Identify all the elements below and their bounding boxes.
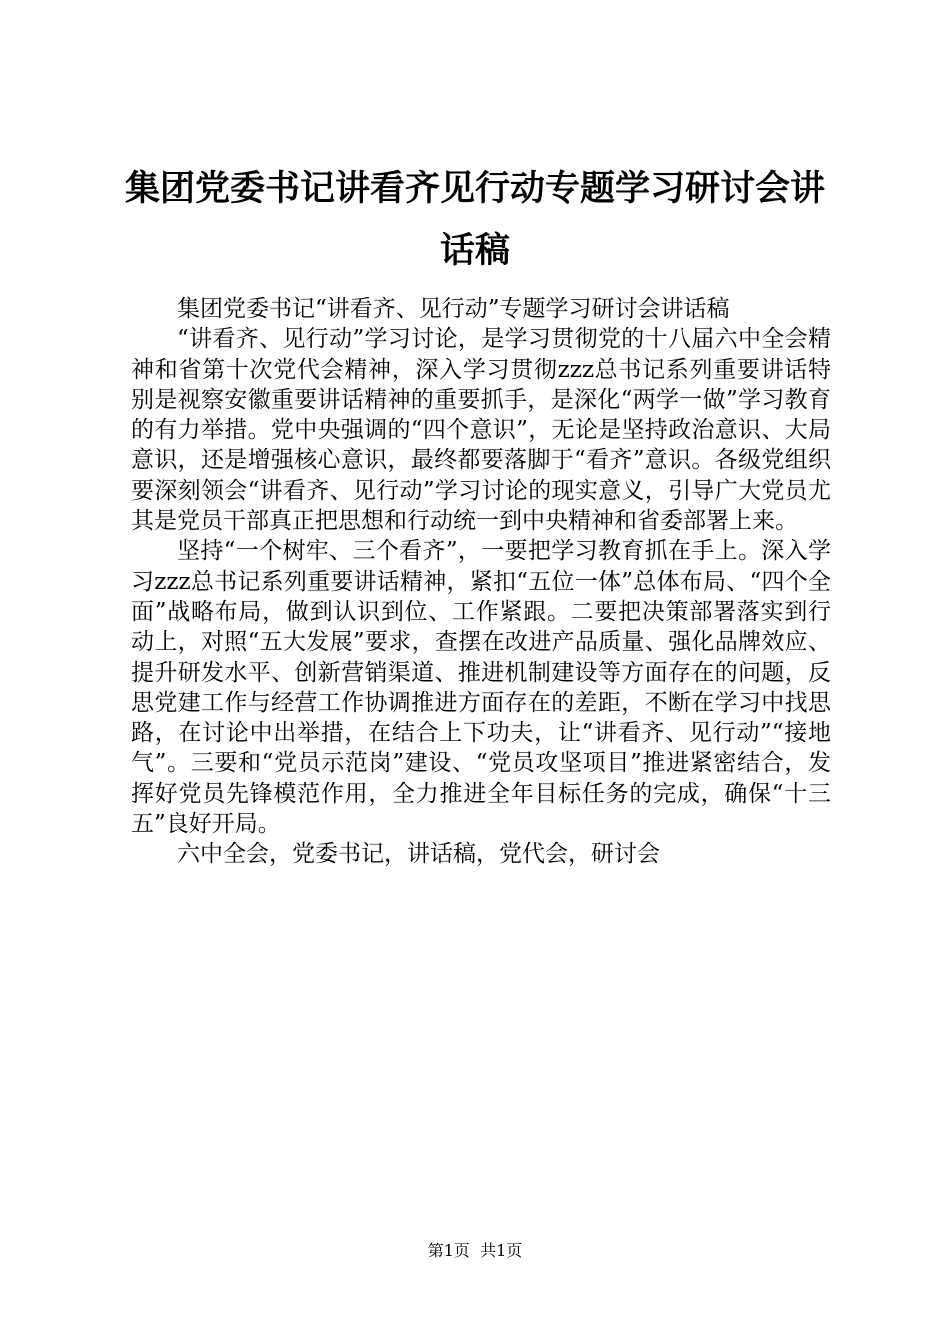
subtitle-paragraph: 集团党委书记“讲看齐、见行动”专题学习研讨会讲话稿 [177, 296, 730, 322]
body-paragraph-2: 坚持“一个树牢、三个看齐”，一要把学习教育抓在手上。深入学习zzz总书记系列重要讲话精神，紧扣“五位一体”总体布局、“四个全面”战略布局，做到认识到位、工作紧跟。二要把决策部署落实到行动上，对照“五大发展”要求，查摆在改进产品质量、强化品牌效应、提升研发水平、创新营销渠道、推进机制建设等方面存在的问题，反思党建工作与经营工作协调推进方面存在的差距，不断在学习中找思路，在讨论中出举措，在结合上下功夫，让“讲看齐、见行动”“接地气”。三要和“党员示范岗”建设、“党员攻坚项目”推进紧密结合，发挥好党员先锋模范作用，全力推进全年目标任务的完成，确保“十三五”良好开局。 [131, 538, 831, 838]
body-paragraph-1: “讲看齐、见行动”学习讨论，是学习贯彻党的十八届六中全会精神和省第十次党代会精神，深入学习贯彻zzz总书记系列重要讲话特别是视察安徽重要讲话精神的重要抓手，是深化“两学一做”学习教育的有力举措。党中央强调的“四个意识”，无论是坚持政治意识、大局意识，还是增强核心意识，最终都要落脚于“看齐”意识。各级党组织要深刻领会“讲看齐、见行动”学习讨论的现实意义，引导广大党员尤其是党员干部真正把思想和行动统一到中央精神和省委部署上来。 [131, 326, 831, 535]
document-title: 集团党委书记讲看齐见行动专题学习研讨会讲话稿 [124, 169, 825, 271]
document-body [131, 294, 831, 870]
keywords-paragraph: 六中全会，党委书记，讲话稿，党代会，研讨会 [177, 841, 660, 868]
page-number-footer: 第1页 共1页 [427, 1241, 523, 1260]
